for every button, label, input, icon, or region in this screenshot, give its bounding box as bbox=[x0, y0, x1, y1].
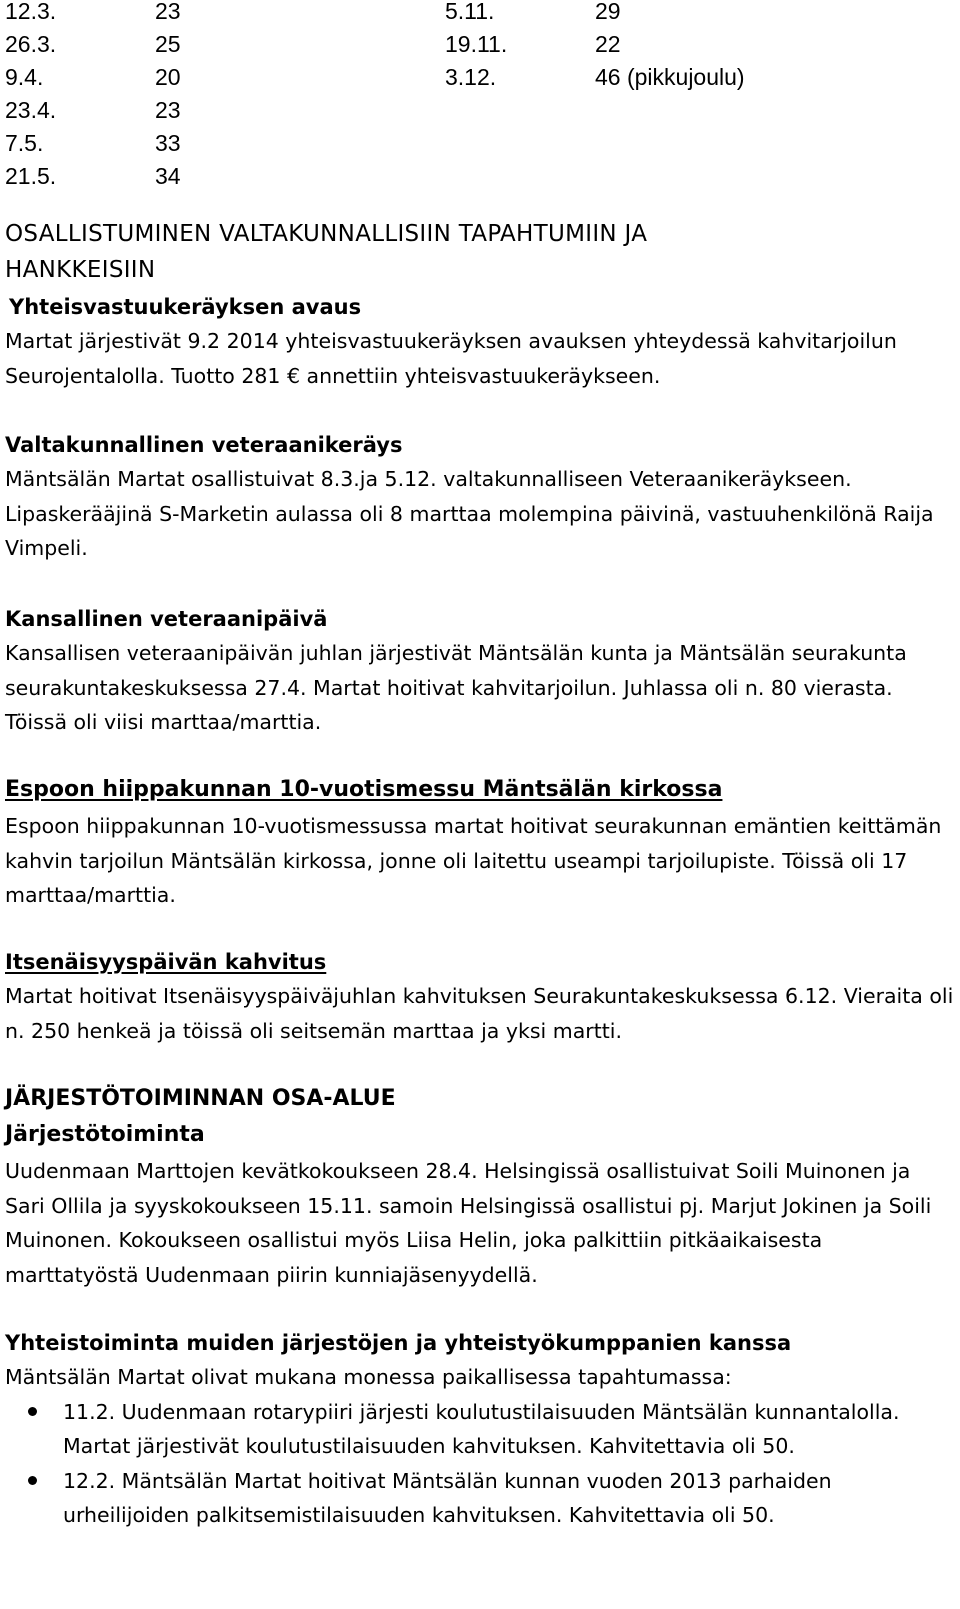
date-cell: 26.3. bbox=[5, 31, 57, 57]
paragraph: Uudenmaan Marttojen kevätkokoukseen 28.4. Helsingissä osallistuivat Soili Muinonen ja Sari Ollila ja syyskokoukseen 15.11. samoin Helsingissä osallistui pj. Marjut Jokinen ja Soili Muinonen. Kokoukseen osallistui myös Liisa Helin, joka palkittiin pitkäaikaisesta marttatyöstä Uudenmaan piirin kunniajäsenyydellä. bbox=[5, 1159, 932, 1287]
date-cell: 19.11. bbox=[445, 31, 508, 57]
count-cell: 23 bbox=[155, 0, 181, 24]
count-cell: 29 bbox=[595, 0, 621, 24]
subsection-title: Yhteistoiminta muiden järjestöjen ja yhteistyökumppanien kanssa bbox=[5, 1331, 792, 1355]
date-cell: 9.4. bbox=[5, 64, 44, 90]
list-item bbox=[5, 1395, 955, 1464]
section-jarjestotoiminta bbox=[5, 1080, 955, 1292]
count-cell: 25 bbox=[155, 31, 181, 57]
subsection-title: Itsenäisyyspäivän kahvitus bbox=[5, 950, 327, 974]
section-heading bbox=[5, 216, 955, 288]
bullet-icon bbox=[28, 1476, 37, 1485]
date-cell: 21.5. bbox=[5, 163, 57, 189]
subsection-veteraanipaiva bbox=[5, 602, 955, 740]
subsection-yhteistoiminta bbox=[5, 1326, 955, 1533]
date-cell: 12.3. bbox=[5, 0, 57, 24]
event-list bbox=[5, 1395, 955, 1533]
list-item-text: 11.2. Uudenmaan rotarypiiri järjesti koulutustilaisuuden Mäntsälän kunnantalolla. Martat järjestivät koulutustilaisuuden kahvituksen. Kahvitettavia oli 50. bbox=[63, 1399, 900, 1458]
list-item bbox=[5, 1464, 955, 1533]
date-cell: 23.4. bbox=[5, 97, 57, 123]
subsection-title: Espoon hiippakunnan 10-vuotismessu Mäntsälän kirkossa bbox=[5, 777, 723, 802]
paragraph: Espoon hiippakunnan 10-vuotismessussa martat hoitivat seurakunnan emäntien keittämän kahvin tarjoilun Mäntsälän kirkossa, jonne oli laitettu useampi tarjoilupiste. Töissä oli 17 marttaa/marttia. bbox=[5, 814, 942, 907]
subsection-yhteisvastuu bbox=[5, 290, 955, 393]
count-cell: 33 bbox=[155, 130, 181, 156]
paragraph: Kansallisen veteraanipäivän juhlan järjestivät Mäntsälän kunta ja Mäntsälän seurakunta seurakuntakeskuksessa 27.4. Martat hoitivat kahvitarjoilun. Juhlassa oli n. 80 vierasta. Töissä oli viisi marttaa/marttia. bbox=[5, 641, 907, 734]
count-cell: 23 bbox=[155, 97, 181, 123]
subsection-title: Yhteisvastuukeräyksen avaus bbox=[9, 295, 362, 319]
count-cell: 34 bbox=[155, 163, 181, 189]
paragraph: Mäntsälän Martat osallistuivat 8.3.ja 5.12. valtakunnalliseen Veteraanikeräykseen. Lipaskerääjinä S-Marketin aulassa oli 8 marttaa molempina päivinä, vastuuhenkilönä Raija Vimpeli. bbox=[5, 467, 934, 560]
list-item-text: 12.2. Mäntsälän Martat hoitivat Mäntsälän kunnan vuoden 2013 parhaiden urheilijoiden palkitsemistilaisuuden kahvituksen. Kahvitettavia oli 50. bbox=[63, 1468, 832, 1527]
section-heading: JÄRJESTÖTOIMINNAN OSA-ALUE bbox=[5, 1086, 396, 1111]
date-cell: 5.11. bbox=[445, 0, 495, 24]
count-cell: 20 bbox=[155, 64, 181, 90]
paragraph: Martat järjestivät 9.2 2014 yhteisvastuukeräyksen avauksen yhteydessä kahvitarjoilun Seurojentalolla. Tuotto 281 € annettiin yhteisvastuukeräykseen. bbox=[5, 329, 897, 388]
paragraph: Mäntsälän Martat olivat mukana monessa paikallisessa tapahtumassa: bbox=[5, 1365, 732, 1389]
subsection-title: Järjestötoiminta bbox=[5, 1122, 205, 1147]
subsection-veteraanikerays bbox=[5, 428, 955, 566]
section-heading-line: OSALLISTUMINEN VALTAKUNNALLISIIN TAPAHTUMIIN JA bbox=[5, 221, 648, 247]
section-heading-line: HANKKEISIIN bbox=[5, 257, 156, 283]
subsection-title: Valtakunnallinen veteraanikeräys bbox=[5, 433, 403, 457]
date-cell: 7.5. bbox=[5, 130, 44, 156]
count-cell: 22 bbox=[595, 31, 621, 57]
subsection-espoon-messu bbox=[5, 771, 955, 913]
subsection-itsenaisyyspaiva bbox=[5, 945, 955, 1048]
paragraph: Martat hoitivat Itsenäisyyspäiväjuhlan kahvituksen Seurakuntakeskuksessa 6.12. Vieraita oli n. 250 henkeä ja töissä oli seitsemän marttaa ja yksi martti. bbox=[5, 984, 954, 1043]
bullet-icon bbox=[28, 1407, 37, 1416]
date-cell: 3.12. bbox=[445, 64, 497, 90]
subsection-title: Kansallinen veteraanipäivä bbox=[5, 607, 328, 631]
count-cell: 46 (pikkujoulu) bbox=[595, 64, 745, 90]
